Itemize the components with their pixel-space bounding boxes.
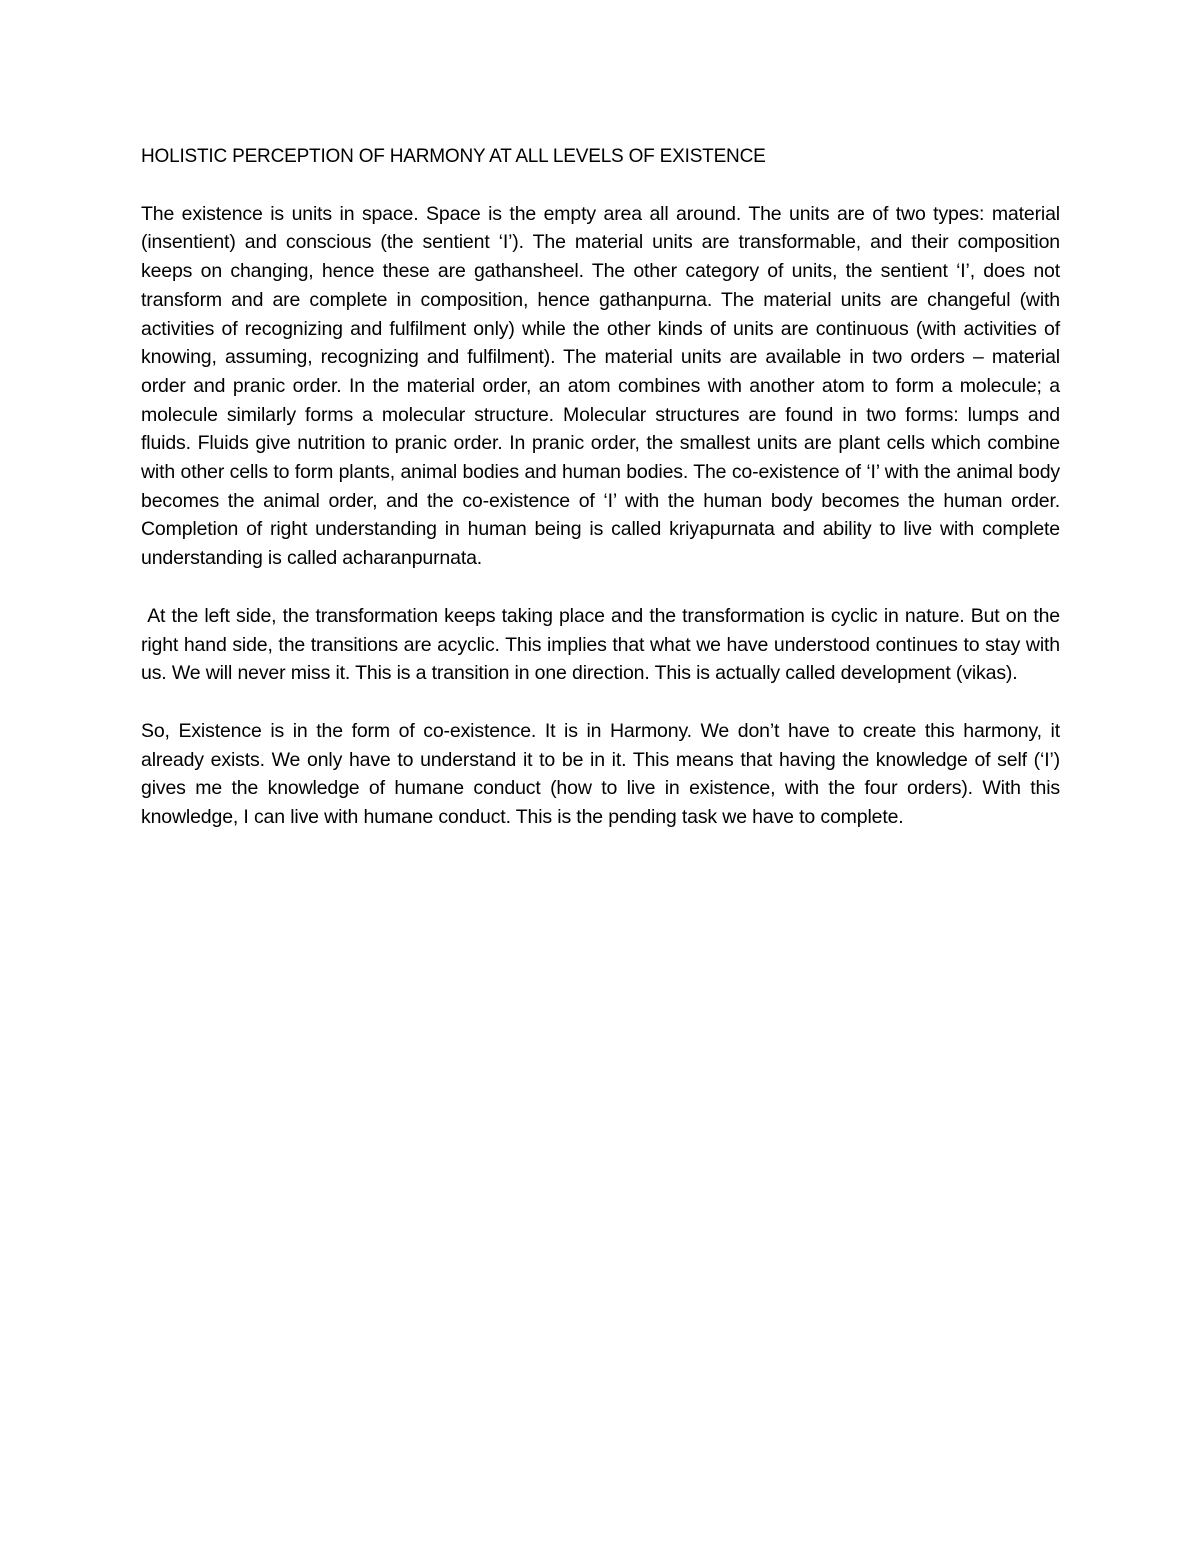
paragraph-coexistence: So, Existence is in the form of co-existence. It is in Harmony. We don’t have to create this harmony, it already exists. We only have to understand it to be in it. This means that having the knowledge of self (‘I’) gives me the knowledge of humane conduct (how to live in existence, with the four orders). With this knowledge, I can live with humane conduct. This is the pending task we have to complete. [141,719,1060,829]
paragraph-existence-units: The existence is units in space. Space is the empty area all around. The units are of two types: material (insentient) and conscious (the sentient ‘I’). The material units are transformable, and their composition keeps on changing, hence these are gathansheel. The other category of units, the sentient ‘I’, does not transform and are complete in composition, hence gathanpurna. The material units are changeful (with activities of recognizing and fulfilment only) while the other kinds of units are continuous (with activities of knowing, assuming, recognizing and fulfilment). The material units are available in two orders – material order and pranic order. In the material order, an atom combines with another atom to form a molecule; a molecule similarly forms a molecular structure. Molecular structures are found in two forms: lumps and fluids. Fluids give nutrition to pranic order. In pranic order, the smallest units are plant cells which combine with other cells to form plants, animal bodies and human bodies. The co-existence of ‘I’ with the animal body becomes the animal order, and the co-existence of ‘I’ with the human body becomes the human order. Completion of right understanding in human being is called kriyapurnata and ability to live with complete understanding is called acharanpurnata. [141,202,1060,570]
document-title: HOLISTIC PERCEPTION OF HARMONY AT ALL LEVELS OF EXISTENCE [141,146,766,167]
document-body [141,143,1066,861]
paragraph-transformation: At the left side, the transformation keeps taking place and the transformation is cyclic in nature. But on the right hand side, the transitions are acyclic. This implies that what we have understood continues to stay with us. We will never miss it. This is a transition in one direction. This is actually called development (vikas). [141,604,1066,685]
